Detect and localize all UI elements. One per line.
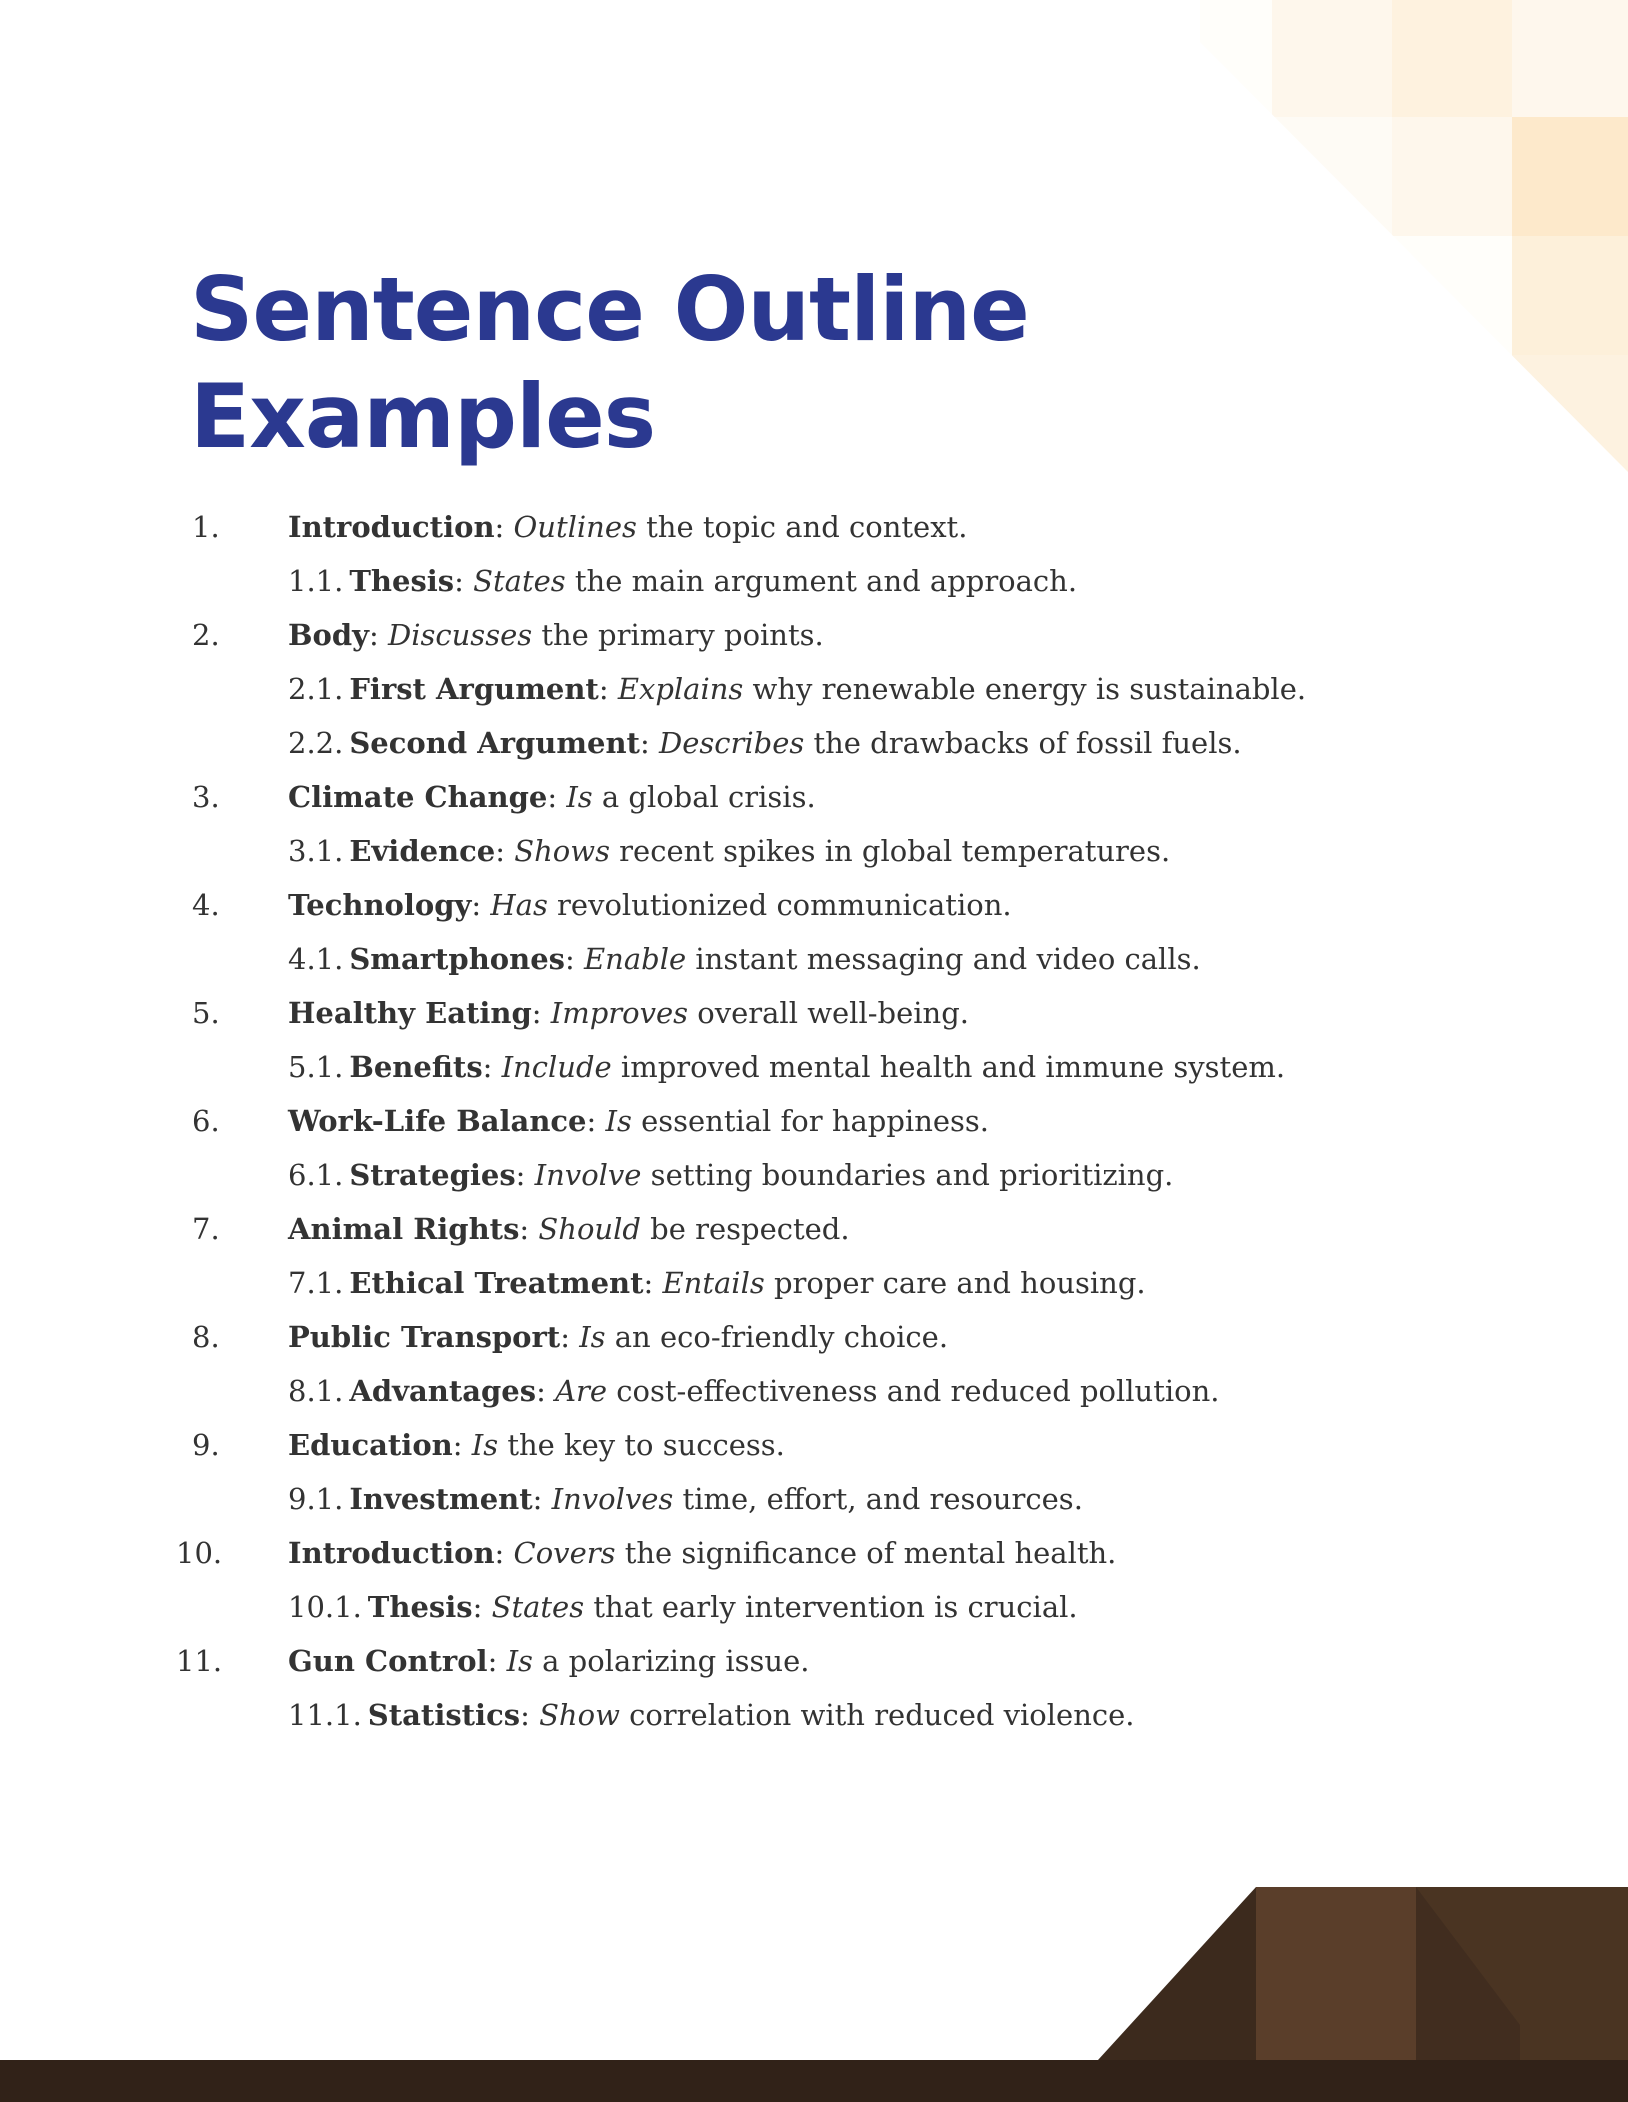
item-term: Animal Rights — [288, 1212, 520, 1246]
item-number: 7. — [192, 1212, 220, 1246]
subitem-number: 4.1. — [288, 942, 344, 976]
subitem-verb: States — [491, 1590, 585, 1624]
item-verb: Is — [566, 780, 593, 814]
subitem-number: 2.2. — [288, 726, 344, 760]
item-rest: the key to success. — [498, 1428, 785, 1462]
subitem-rest: the main argument and approach. — [565, 564, 1078, 598]
colon: : — [639, 726, 659, 760]
subitem-number: 11.1. — [288, 1698, 362, 1732]
item-text — [288, 770, 816, 824]
subitem-term: Statistics — [367, 1698, 521, 1732]
subitem-verb: Involves — [551, 1482, 674, 1516]
subitem-verb: Enable — [584, 942, 687, 976]
outline-item — [0, 986, 1500, 1040]
item-rest: the topic and context. — [636, 510, 968, 544]
colon: : — [515, 1158, 535, 1192]
outline-subitem — [0, 1040, 1500, 1094]
outline-item — [0, 1418, 1500, 1472]
item-text — [288, 986, 969, 1040]
item-rest: the significance of mental health. — [615, 1536, 1117, 1570]
outline-item — [0, 1310, 1500, 1364]
subitem-term: Benefits — [349, 1050, 483, 1084]
outline-subitem — [0, 932, 1500, 986]
subitem-rest: instant messaging and video calls. — [686, 942, 1201, 976]
item-text — [288, 1094, 989, 1148]
item-rest: an eco-friendly choice. — [605, 1320, 949, 1354]
subitem-term: First Argument — [349, 672, 599, 706]
subitem-rest: improved mental health and immune system. — [611, 1050, 1286, 1084]
colon: : — [547, 780, 567, 814]
outline-subitem — [0, 1148, 1500, 1202]
title-line-2: Examples — [190, 365, 656, 468]
subitem-number: 1.1. — [288, 564, 344, 598]
item-term: Public Transport — [288, 1320, 561, 1354]
subitem-verb: Shows — [514, 834, 610, 868]
item-term: Education — [288, 1428, 453, 1462]
item-term: Climate Change — [288, 780, 548, 814]
subitem-term: Thesis — [349, 564, 455, 598]
subitem-number: 7.1. — [288, 1266, 344, 1300]
colon: : — [520, 1698, 540, 1732]
item-number: 2. — [192, 618, 220, 652]
item-rest: overall well-being. — [688, 996, 969, 1030]
outline-item — [0, 1094, 1500, 1148]
outline-item — [0, 1634, 1500, 1688]
outline-item — [0, 1202, 1500, 1256]
item-text — [288, 608, 824, 662]
subitem-number: 8.1. — [288, 1374, 344, 1408]
colon: : — [494, 510, 514, 544]
subitem-text — [288, 554, 1077, 608]
colon: : — [565, 942, 585, 976]
subitem-text — [288, 1040, 1285, 1094]
item-rest: the primary points. — [532, 618, 824, 652]
subitem-text — [288, 1148, 1173, 1202]
item-rest: revolutionized communication. — [547, 888, 1012, 922]
item-verb: Discusses — [387, 618, 533, 652]
subitem-text — [288, 1364, 1220, 1418]
outline-subitem — [0, 662, 1500, 716]
colon: : — [598, 672, 618, 706]
title-line-1: Sentence Outline — [190, 258, 1029, 361]
item-rest: a global crisis. — [592, 780, 816, 814]
subitem-text — [288, 932, 1201, 986]
item-term: Introduction — [288, 510, 495, 544]
subitem-text — [288, 1580, 1078, 1634]
subitem-verb: Explains — [617, 672, 744, 706]
bottom-decoration — [0, 1880, 1628, 2102]
item-text — [288, 1310, 948, 1364]
subitem-term: Second Argument — [349, 726, 640, 760]
subitem-text — [288, 662, 1306, 716]
sentence-outline-list — [0, 500, 1500, 1742]
item-number: 8. — [192, 1320, 220, 1354]
item-verb: Is — [471, 1428, 499, 1462]
item-number: 10. — [176, 1536, 223, 1570]
outline-item — [0, 1526, 1500, 1580]
colon: : — [643, 1266, 663, 1300]
item-verb: Outlines — [513, 510, 637, 544]
colon: : — [586, 1104, 606, 1138]
item-text — [288, 1418, 785, 1472]
colon: : — [532, 1482, 552, 1516]
item-verb: Should — [538, 1212, 641, 1246]
item-number: 11. — [176, 1644, 223, 1678]
subitem-text — [288, 1688, 1135, 1742]
colon: : — [487, 1644, 507, 1678]
subitem-number: 6.1. — [288, 1158, 344, 1192]
outline-item — [0, 770, 1500, 824]
subitem-rest: that early intervention is crucial. — [584, 1590, 1078, 1624]
item-verb: Is — [605, 1104, 632, 1138]
item-term: Gun Control — [288, 1644, 488, 1678]
subitem-number: 10.1. — [288, 1590, 362, 1624]
subitem-term: Investment — [349, 1482, 533, 1516]
subitem-verb: Involve — [534, 1158, 642, 1192]
subitem-rest: proper care and housing. — [764, 1266, 1146, 1300]
item-verb: Has — [490, 888, 548, 922]
colon: : — [531, 996, 551, 1030]
subitem-rest: time, effort, and resources. — [673, 1482, 1083, 1516]
colon: : — [519, 1212, 539, 1246]
colon: : — [471, 888, 491, 922]
subitem-verb: Entails — [662, 1266, 765, 1300]
colon: : — [494, 1536, 514, 1570]
item-text — [288, 1202, 850, 1256]
subitem-verb: Include — [501, 1050, 612, 1084]
subitem-verb: Show — [539, 1698, 620, 1732]
colon: : — [454, 564, 474, 598]
subitem-term: Advantages — [349, 1374, 537, 1408]
subitem-text — [288, 716, 1242, 770]
item-number: 1. — [192, 510, 220, 544]
top-corner-decoration — [1200, 0, 1628, 480]
subitem-number: 3.1. — [288, 834, 344, 868]
subitem-verb: States — [473, 564, 566, 598]
subitem-rest: why renewable energy is sustainable. — [743, 672, 1307, 706]
item-number: 6. — [192, 1104, 220, 1138]
subitem-rest: correlation with reduced violence. — [619, 1698, 1135, 1732]
item-term: Healthy Eating — [288, 996, 532, 1030]
outline-subitem — [0, 1688, 1500, 1742]
outline-subitem — [0, 716, 1500, 770]
outline-subitem — [0, 1364, 1500, 1418]
item-term: Technology — [288, 888, 472, 922]
page-title — [190, 256, 1029, 470]
item-number: 9. — [192, 1428, 220, 1462]
colon: : — [482, 1050, 502, 1084]
colon: : — [472, 1590, 492, 1624]
outline-subitem — [0, 554, 1500, 608]
colon: : — [495, 834, 515, 868]
item-text — [288, 1526, 1116, 1580]
subitem-term: Thesis — [367, 1590, 473, 1624]
subitem-rest: cost-effectiveness and reduced pollution. — [607, 1374, 1220, 1408]
subitem-term: Ethical Treatment — [349, 1266, 644, 1300]
subitem-term: Strategies — [349, 1158, 516, 1192]
subitem-term: Evidence — [349, 834, 496, 868]
subitem-text — [288, 1472, 1083, 1526]
subitem-verb: Describes — [658, 726, 805, 760]
colon: : — [536, 1374, 556, 1408]
item-verb: Is — [506, 1644, 533, 1678]
subitem-number: 9.1. — [288, 1482, 344, 1516]
outline-subitem — [0, 824, 1500, 878]
subitem-rest: the drawbacks of fossil fuels. — [804, 726, 1242, 760]
subitem-number: 2.1. — [288, 672, 344, 706]
subitem-rest: setting boundaries and prioritizing. — [641, 1158, 1174, 1192]
item-number: 5. — [192, 996, 220, 1030]
item-term: Body — [288, 618, 369, 652]
item-rest: essential for happiness. — [631, 1104, 990, 1138]
item-term: Introduction — [288, 1536, 495, 1570]
colon: : — [368, 618, 388, 652]
outline-item — [0, 500, 1500, 554]
subitem-text — [288, 824, 1170, 878]
outline-subitem — [0, 1580, 1500, 1634]
outline-subitem — [0, 1256, 1500, 1310]
colon: : — [560, 1320, 580, 1354]
item-verb: Covers — [513, 1536, 616, 1570]
subitem-number: 5.1. — [288, 1050, 344, 1084]
item-number: 3. — [192, 780, 220, 814]
outline-item — [0, 608, 1500, 662]
item-text — [288, 500, 967, 554]
item-rest: a polarizing issue. — [532, 1644, 810, 1678]
subitem-text — [288, 1256, 1146, 1310]
item-text — [288, 1634, 809, 1688]
item-verb: Is — [579, 1320, 606, 1354]
subitem-rest: recent spikes in global temperatures. — [609, 834, 1171, 868]
item-rest: be respected. — [640, 1212, 850, 1246]
item-text — [288, 878, 1012, 932]
colon: : — [452, 1428, 472, 1462]
item-term: Work-Life Balance — [288, 1104, 587, 1138]
outline-subitem — [0, 1472, 1500, 1526]
item-verb: Improves — [550, 996, 689, 1030]
subitem-term: Smartphones — [349, 942, 566, 976]
item-number: 4. — [192, 888, 220, 922]
subitem-verb: Are — [555, 1374, 608, 1408]
outline-item — [0, 878, 1500, 932]
